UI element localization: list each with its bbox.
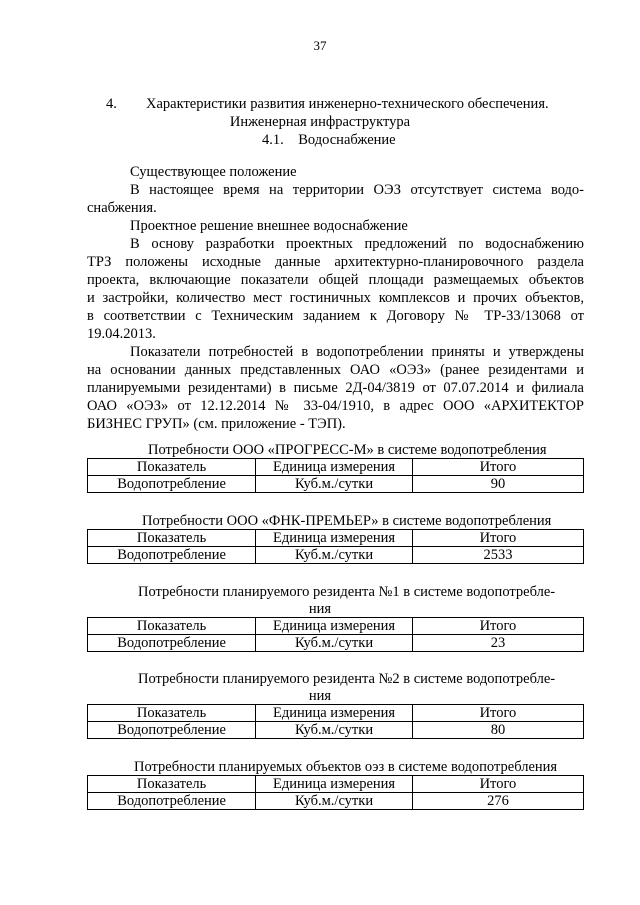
- cell: Куб.м./сутки: [256, 547, 413, 564]
- table-caption: Потребности планируемого резидента №1 в системе водопотребле-: [138, 584, 556, 600]
- heading-number: 4.: [106, 96, 117, 112]
- header-cell: Показатель: [88, 705, 256, 722]
- needs-line: планируемыми резидентами) в письме 2Д-04/3819 от 07.07.2014 и филиала: [87, 380, 584, 396]
- cell: Куб.м./сутки: [256, 476, 413, 493]
- existing-title: Существующее положение: [130, 164, 297, 180]
- heading-subtitle: Инженерная инфраструктура: [229, 114, 411, 130]
- table-caption: Потребности планируемых объектов оэз в системе водопотребления: [134, 759, 558, 775]
- header-cell: Итого: [412, 618, 583, 635]
- header-cell: Итого: [412, 459, 583, 476]
- page-number: 37: [313, 38, 327, 53]
- table-row: [88, 476, 584, 493]
- heading-title: Характеристики развития инженерно-технического обеспечения.: [146, 96, 549, 112]
- needs-line: ОАО «ОЭЗ» от 12.12.2014 № 33-04/1910, в адрес ООО «АРХИТЕКТОР: [87, 398, 584, 414]
- existing-text-line-2: снабжения.: [87, 200, 157, 216]
- cell: 23: [412, 635, 583, 652]
- cell: Водопотребление: [88, 635, 256, 652]
- table-row: [88, 547, 584, 564]
- section-number: 4.1.: [262, 132, 284, 148]
- header-cell: Итого: [412, 776, 583, 793]
- table-header-row: [88, 618, 584, 635]
- table-row: [88, 635, 584, 652]
- table-row: [88, 793, 584, 810]
- design-line: проекта, включающие показатели общей площади размещаемых объектов: [87, 272, 584, 288]
- header-cell: Показатель: [88, 459, 256, 476]
- header-cell: Итого: [412, 530, 583, 547]
- cell: 80: [412, 722, 583, 739]
- design-line: ТРЗ положены исходные данные архитектурно-планировочного раздела: [87, 254, 584, 270]
- cell: Водопотребление: [88, 722, 256, 739]
- cell: 90: [412, 476, 583, 493]
- table-header-row: [88, 776, 584, 793]
- header-cell: Показатель: [88, 530, 256, 547]
- header-cell: Единица измерения: [256, 530, 413, 547]
- water-table-oez-objects: [87, 775, 584, 810]
- table-row: [88, 722, 584, 739]
- water-table-fnk-premier: [87, 529, 584, 564]
- section-title: Водоснабжение: [298, 132, 396, 148]
- design-title: Проектное решение внешнее водоснабжение: [130, 218, 408, 234]
- cell: Куб.м./сутки: [256, 635, 413, 652]
- design-line: 19.04.2013.: [87, 326, 156, 342]
- design-line: в соответствии с Техническим заданием к Договору № ТР-33/13068 от: [87, 308, 584, 324]
- table-header-row: [88, 530, 584, 547]
- header-cell: Единица измерения: [256, 705, 413, 722]
- design-line: и застройки, количество мест гостиничных комплексов и прочих объектов,: [87, 290, 584, 306]
- header-cell: Единица измерения: [256, 459, 413, 476]
- table-caption-cont: ния: [308, 688, 332, 704]
- header-cell: Единица измерения: [256, 618, 413, 635]
- existing-text-line-1: В настоящее время на территории ОЭЗ отсутствует система водо-: [130, 182, 584, 198]
- cell: Водопотребление: [88, 476, 256, 493]
- design-line: В основу разработки проектных предложений по водоснабжению: [130, 236, 584, 252]
- cell: Водопотребление: [88, 547, 256, 564]
- table-header-row: [88, 705, 584, 722]
- header-cell: Показатель: [88, 618, 256, 635]
- cell: Куб.м./сутки: [256, 722, 413, 739]
- needs-line: Показатели потребностей в водопотреблении приняты и утверждены: [130, 344, 584, 360]
- cell: 2533: [412, 547, 583, 564]
- needs-line: БИЗНЕС ГРУП» (см. приложение - ТЭП).: [87, 416, 346, 432]
- needs-line: на основании данных представленных ОАО «ОЭЗ» (ранее резидентами и: [87, 362, 584, 378]
- water-table-resident-1: [87, 617, 584, 652]
- cell: 276: [412, 793, 583, 810]
- water-table-progress-m: [87, 458, 584, 493]
- table-caption: Потребности планируемого резидента №2 в системе водопотребле-: [138, 671, 556, 687]
- cell: Водопотребление: [88, 793, 256, 810]
- header-cell: Итого: [412, 705, 583, 722]
- water-table-resident-2: [87, 704, 584, 739]
- section-heading: [262, 132, 396, 149]
- cell: Куб.м./сутки: [256, 793, 413, 810]
- header-cell: Единица измерения: [256, 776, 413, 793]
- table-caption: Потребности ООО «ПРОГРЕСС-М» в системе водопотребления: [148, 442, 547, 458]
- table-caption: Потребности ООО «ФНК-ПРЕМЬЕР» в системе водопотребления: [142, 513, 552, 529]
- header-cell: Показатель: [88, 776, 256, 793]
- table-caption-cont: ния: [308, 601, 332, 617]
- table-header-row: [88, 459, 584, 476]
